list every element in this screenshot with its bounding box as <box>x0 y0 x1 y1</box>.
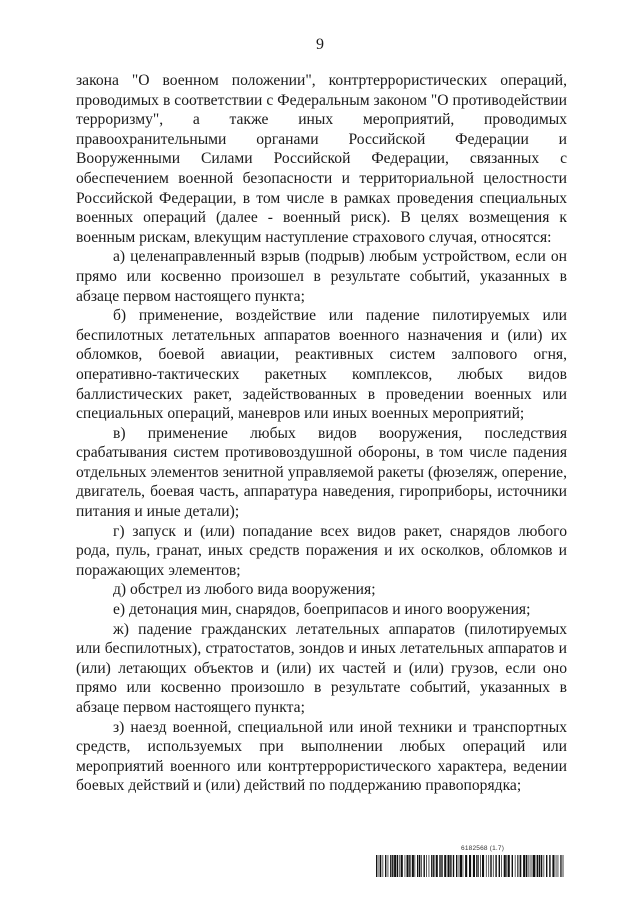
barcode <box>376 855 566 877</box>
barcode-bar <box>495 855 496 877</box>
barcode-bar <box>392 855 393 877</box>
barcode-bar <box>436 855 438 877</box>
barcode-bar <box>433 855 434 877</box>
barcode-bar <box>399 855 400 877</box>
paragraph-item-g: г) запуск и (или) попадание всех видов ракет, снарядов любого рода, пуль, гранат, иных средств поражения и их осколков, обломков и поражающих элементов; <box>76 522 567 579</box>
barcode-bar <box>520 855 521 877</box>
barcode-bar <box>380 855 381 877</box>
barcode-bar <box>519 855 520 877</box>
barcode-bar <box>480 855 481 877</box>
paragraph-item-d: д) обстрел из любого вида вооружения; <box>113 581 376 599</box>
barcode-bar <box>460 855 462 877</box>
barcode-bar <box>409 855 410 877</box>
barcode-bar <box>376 855 377 877</box>
barcode-bar <box>401 855 403 877</box>
barcode-bar <box>537 855 538 877</box>
barcode-bar <box>478 855 479 877</box>
barcode-bar <box>508 855 510 877</box>
barcode-bar <box>504 855 506 877</box>
barcode-bar <box>549 855 550 877</box>
paragraph-item-b: б) применение, воздействие или падение пилотируемых или беспилотных летательных аппаратов военного назначения и (или) их обломков, боевой авиации, реактивных систем залпового огня, оперативно-тактических ракетных комплексов, любых видов баллистических ракет, задействованных в проведении военных или специальных операций, маневров или иных военных мероприятий; <box>76 307 567 423</box>
barcode-bar <box>473 855 475 877</box>
barcode-bar <box>563 855 564 877</box>
barcode-bar <box>448 855 450 877</box>
barcode-bar <box>501 855 502 877</box>
document-code: 6182568 (1.7) <box>461 845 505 852</box>
barcode-bar <box>544 855 545 877</box>
barcode-bar <box>397 855 398 877</box>
barcode-bar <box>459 855 460 877</box>
barcode-bar <box>388 855 389 877</box>
barcode-bar <box>450 855 451 877</box>
barcode-bar <box>379 855 380 877</box>
barcode-bar <box>532 855 533 877</box>
paragraph-item-e: е) детонация мин, снарядов, боеприпасов и иного вооружения; <box>113 601 531 619</box>
barcode-bar <box>536 855 537 877</box>
barcode-bar <box>463 855 464 877</box>
barcode-bar <box>469 855 471 877</box>
barcode-bar <box>419 855 420 877</box>
paragraph-intro-continuation: закона "О военном положении", контртеррористических операций, проводимых в соответствии с Федеральным законом "О противодействии терроризму", а также иных мероприятий, проводимых правоохранительными органами Российской Федерации и Вооруженными Силами Российской Федерации, связанных с обеспечением военной безопасности и территориальной целостности Российской Федерации, в том числе в рамках проведения специальных военных операций (далее - военный риск). В целях возмещения к военным рискам, влекущим наступление страхового случая, относятся: <box>76 72 567 246</box>
barcode-bar <box>493 855 494 877</box>
barcode-bar <box>385 855 386 877</box>
paragraph-item-zh: ж) падение гражданских летательных аппаратов (пилотируемых или беспилотных), стратостатов, зондов и иных летательных аппаратов и (или) летающих объектов и (или) их частей и (или) грузов, если оно прямо или косвенно произошло в результате событий, указанных в абзаце первом настоящего пункта; <box>76 620 567 716</box>
barcode-bar <box>442 855 443 877</box>
barcode-bar <box>558 855 559 877</box>
paragraph-item-v: в) применение любых видов вооружения, последствия срабатывания систем противовоздушной обороны, в том числе падения отдельных элементов зенитной управляемой ракеты (фюзеляж, оперение, двигатель, боевая часть, аппаратура наведения, гироприборы, источники питания и иные детали); <box>76 424 567 521</box>
barcode-bar <box>405 855 406 877</box>
barcode-bar <box>560 855 561 877</box>
barcode-bar <box>523 855 525 877</box>
document-body <box>76 71 567 796</box>
barcode-bar <box>444 855 446 877</box>
barcode-bar <box>429 855 430 877</box>
barcode-bar <box>515 855 516 877</box>
barcode-bar <box>383 855 384 877</box>
barcode-bar <box>440 855 441 877</box>
barcode-bar <box>424 855 425 877</box>
barcode-bar <box>528 855 529 877</box>
paragraph-item-z: з) наезд военной, специальной или иной техники и транспортных средств, используемых при выполнении любых операций или мероприятий военного или контртеррористического характера, ведении боевых действий и (или) действий по поддержанию правопорядка; <box>76 718 567 795</box>
barcode-bar <box>561 855 562 877</box>
barcode-bar <box>486 855 487 877</box>
barcode-bar <box>512 855 513 877</box>
barcode-bar <box>530 855 531 877</box>
barcode-bar <box>465 855 467 877</box>
barcode-bar <box>421 855 422 877</box>
barcode-bar <box>517 855 518 877</box>
barcode-bar <box>412 855 414 877</box>
barcode-bar <box>417 855 418 877</box>
barcode-bar <box>541 855 542 877</box>
paragraph-item-a: а) целенаправленный взрыв (подрыв) любым устройством, если он прямо или косвенно произошел в результате событий, указанных в абзаце первом настоящего пункта; <box>76 248 567 305</box>
barcode-bar <box>488 855 489 877</box>
barcode-bar <box>476 855 477 877</box>
barcode-bar <box>556 855 557 877</box>
barcode-bar <box>415 855 416 877</box>
barcode-bar <box>526 855 527 877</box>
barcode-bar <box>453 855 454 877</box>
barcode-bar <box>431 855 432 877</box>
barcode-bar <box>506 855 507 877</box>
barcode-bar <box>439 855 440 877</box>
barcode-bar <box>499 855 500 877</box>
barcode-bar <box>539 855 540 877</box>
barcode-bar <box>552 855 554 877</box>
barcode-bar <box>482 855 484 877</box>
barcode-bar <box>394 855 396 877</box>
barcode-bar <box>456 855 457 877</box>
barcode-bar <box>390 855 391 877</box>
barcode-bar <box>407 855 409 877</box>
barcode-bar <box>426 855 427 877</box>
barcode-bar <box>490 855 491 877</box>
barcode-bar <box>546 855 547 877</box>
page-number: 9 <box>316 36 324 53</box>
barcode-bar <box>533 855 535 877</box>
